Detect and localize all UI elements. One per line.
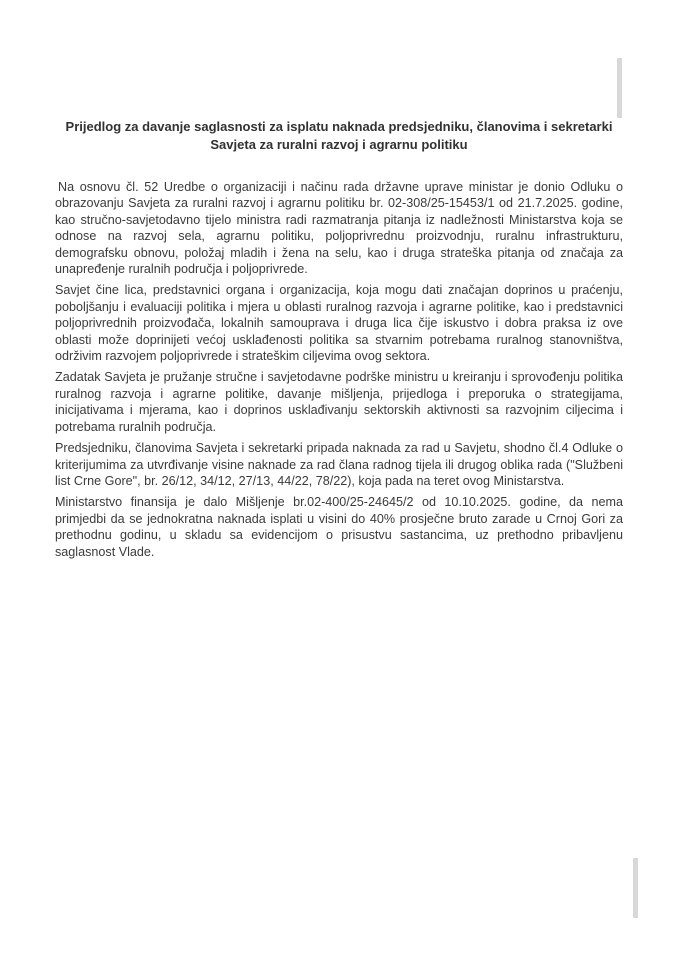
- document-title-line-2: Savjeta za ruralni razvoj i agrarnu politiku: [210, 137, 468, 152]
- document-body: [55, 118, 623, 565]
- page-edge-artifact-bottom: [633, 858, 638, 918]
- document-title: [55, 118, 623, 154]
- paragraph-3: Zadatak Savjeta je pružanje stručne i savjetodavne podrške ministru u kreiranju i sprovođenju politika ruralnog razvoja i agrarne politike, davanje mišljenja, prijedloga i preporuka o strategijama, inicijativama i mjerama, kao i doprinos usklađivanju sektorskih aktivnosti sa razvojnim ciljecima i potrebama ruralnih područja.: [55, 370, 623, 434]
- paragraph-4: Predsjedniku, članovima Savjeta i sekretarki pripada naknada za rad u Savjetu, shodno čl.4 Odluke o kriterijumima za utvrđivanje visine naknade za rad člana radnog tijela ili drugog oblika rada ("Službeni list Crne Gore", br. 26/12, 34/12, 27/13, 44/22, 78/22), koja pada na teret ovog Ministarstva.: [55, 441, 623, 488]
- document-title-line-1: Prijedlog za davanje saglasnosti za isplatu naknada predsjedniku, članovima i sekretarki: [65, 119, 613, 134]
- paragraph-2: Savjet čine lica, predstavnici organa i organizacija, koja mogu dati značajan doprinos u praćenju, poboljšanju i evaluaciji politika i mjera u oblasti ruralnog razvoja i agrarne politike, kao i predstavnici poljoprivrednih proizvođača, lokalnih samouprava i druga lica čije iskustvo i dobra praksa iz ove oblasti može doprinijeti većoj usklađenosti politika sa stvarnim potrebama ruralnog stanovništva, održivim razvojem poljoprivrede i strateškim ciljevima ovog sektora.: [55, 283, 623, 364]
- page-edge-artifact-top: [617, 58, 622, 118]
- paragraph-1: Na osnovu čl. 52 Uredbe o organizaciji i načinu rada državne uprave ministar je donio Odluku o obrazovanju Savjeta za ruralni razvoj i agrarnu politiku br. 02-308/25-15453/1 od 21.7.2025. godine, kao stručno-savjetodavno tijelo ministra radi razmatranja pitanja iz nadležnosti Ministarstva koja se odnose na razvoj sela, agrarnu politiku, poljoprivrednu proizvodnju, ruralnu infrastrukturu, demografsku obnovu, položaj mladih i žena na selu, kao i druga strateška pitanja od značaja za unapređenje ruralnih područja i poljoprivrede.: [55, 180, 623, 277]
- paragraph-5: Ministarstvo finansija je dalo Mišljenje br.02-400/25-24645/2 od 10.10.2025. godine, da nema primjedbi da se jednokratna naknada isplati u visini do 40% prosječne bruto zarade u Crnoj Gori za prethodnu godinu, u skladu sa evidencijom o prisustvu sastancima, uz prethodno pribavljenu saglasnost Vlade.: [55, 495, 623, 559]
